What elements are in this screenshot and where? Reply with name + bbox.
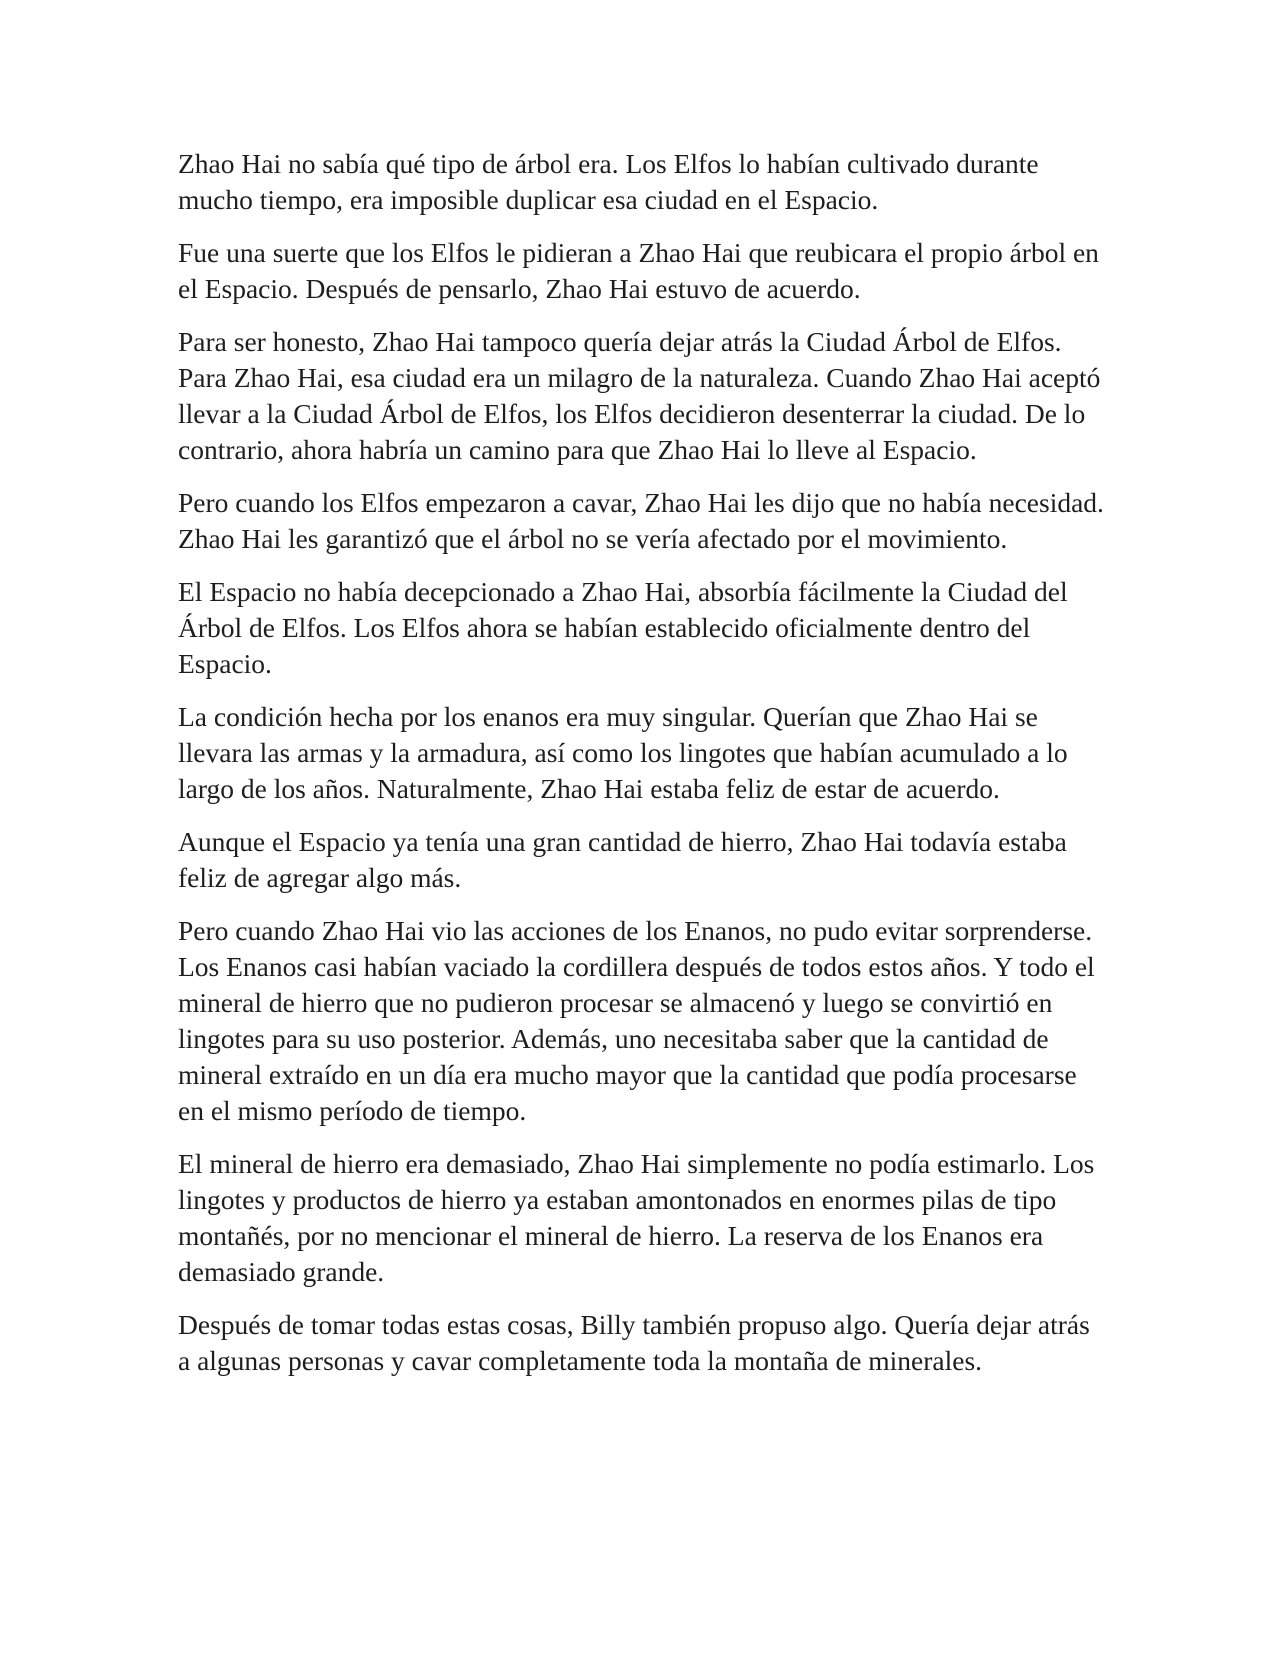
paragraph-4: Pero cuando los Elfos empezaron a cavar, Zhao Hai les dijo que no había necesidad. Zhao Hai les garantizó que el árbol no se vería afectado por el movimiento. [178, 487, 1104, 554]
paragraph-2: Fue una suerte que los Elfos le pidieran a Zhao Hai que reubicara el propio árbol en el Espacio. Después de pensarlo, Zhao Hai estuvo de acuerdo. [178, 237, 1099, 304]
paragraph-7: Aunque el Espacio ya tenía una gran cantidad de hierro, Zhao Hai todavía estaba feliz de agregar algo más. [178, 826, 1067, 893]
document-page [178, 146, 1108, 1396]
paragraph-3: Para ser honesto, Zhao Hai tampoco quería dejar atrás la Ciudad Árbol de Elfos. Para Zhao Hai, esa ciudad era un milagro de la naturaleza. Cuando Zhao Hai aceptó llevar a la Ciudad Árbol de Elfos, los Elfos decidieron desenterrar la ciudad. De lo contrario, ahora habría un camino para que Zhao Hai lo lleve al Espacio. [178, 326, 1101, 465]
paragraph-5: El Espacio no había decepcionado a Zhao Hai, absorbía fácilmente la Ciudad del Árbol de Elfos. Los Elfos ahora se habían establecido oficialmente dentro del Espacio. [178, 576, 1068, 679]
paragraph-1: Zhao Hai no sabía qué tipo de árbol era. Los Elfos lo habían cultivado durante mucho tiempo, era imposible duplicar esa ciudad en el Espacio. [178, 148, 1039, 215]
paragraph-6: La condición hecha por los enanos era muy singular. Querían que Zhao Hai se llevara las armas y la armadura, así como los lingotes que habían acumulado a lo largo de los años. Naturalmente, Zhao Hai estaba feliz de estar de acuerdo. [178, 701, 1068, 804]
paragraph-10: Después de tomar todas estas cosas, Billy también propuso algo. Quería dejar atrás a algunas personas y cavar completamente toda la montaña de minerales. [178, 1309, 1090, 1376]
paragraph-8: Pero cuando Zhao Hai vio las acciones de los Enanos, no pudo evitar sorprenderse. Los Enanos casi habían vaciado la cordillera después de todos estos años. Y todo el mineral de hierro que no pudieron procesar se almacenó y luego se convirtió en lingotes para su uso posterior. Además, uno necesitaba saber que la cantidad de mineral extraído en un día era mucho mayor que la cantidad que podía procesarse en el mismo período de tiempo. [178, 915, 1095, 1126]
paragraph-9: El mineral de hierro era demasiado, Zhao Hai simplemente no podía estimarlo. Los lingotes y productos de hierro ya estaban amontonados en enormes pilas de tipo montañés, por no mencionar el mineral de hierro. La reserva de los Enanos era demasiado grande. [178, 1148, 1095, 1287]
